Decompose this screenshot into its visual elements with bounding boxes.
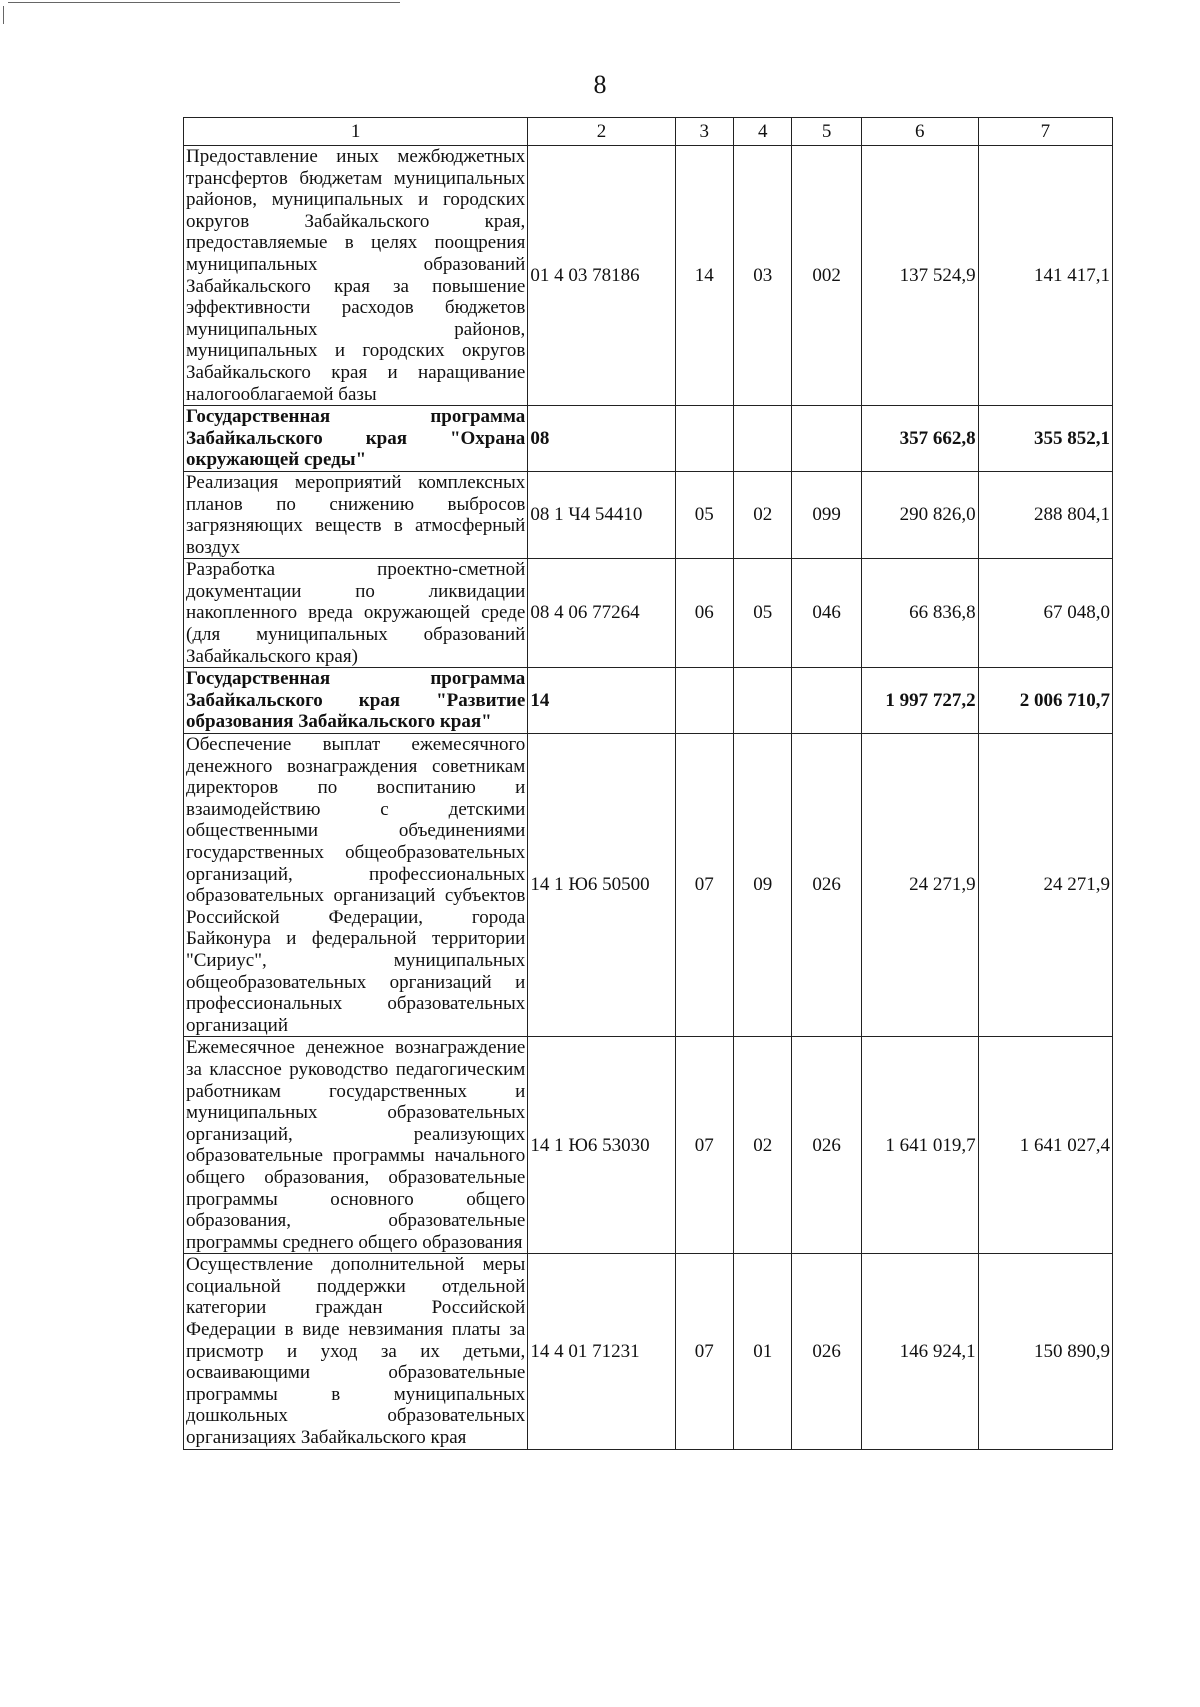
row-section: 06 (675, 559, 733, 668)
row-administrator: 026 (792, 1037, 861, 1254)
row-name: Осуществление дополнительной меры социальной поддержки отдельной категории граждан Российской Федерации в виде невзимания платы за присмотр и уход за их детьми, осваивающими образовательные программы в муниципальных дошкольных образовательных организациях Забайкальского края (184, 1254, 528, 1449)
row-amount-col7: 141 417,1 (978, 146, 1112, 406)
row-subsection: 02 (734, 1037, 792, 1254)
row-amount-col6: 137 524,9 (861, 146, 978, 406)
row-section: 14 (675, 146, 733, 406)
row-amount-col7: 355 852,1 (978, 406, 1112, 472)
row-name: Государственная программа Забайкальского края "Охрана окружающей среды" (184, 406, 528, 472)
row-administrator (792, 406, 861, 472)
table-row (184, 146, 1113, 406)
row-administrator: 046 (792, 559, 861, 668)
row-amount-col6: 66 836,8 (861, 559, 978, 668)
row-administrator (792, 668, 861, 734)
row-name: Государственная программа Забайкальского края "Развитие образования Забайкальского края" (184, 668, 528, 734)
row-administrator: 026 (792, 1254, 861, 1449)
header-col-7: 7 (978, 118, 1112, 146)
header-col-6: 6 (861, 118, 978, 146)
row-section: 07 (675, 734, 733, 1037)
row-amount-col6: 357 662,8 (861, 406, 978, 472)
row-subsection: 09 (734, 734, 792, 1037)
row-amount-col6: 1 997 727,2 (861, 668, 978, 734)
row-name: Обеспечение выплат ежемесячного денежного вознаграждения советникам директоров по воспитанию и взаимодействию с детскими общественными объединениями государственных общеобразовательных организаций, профессиональных образовательных организаций субъектов Российской Федерации, города Байконура и федеральной территории "Сириус", муниципальных общеобразовательных организаций и профессиональных образовательных организаций (184, 734, 528, 1037)
header-col-1: 1 (184, 118, 528, 146)
row-target-code: 14 1 Ю6 50500 (528, 734, 675, 1037)
row-amount-col7: 67 048,0 (978, 559, 1112, 668)
header-col-4: 4 (734, 118, 792, 146)
row-amount-col7: 288 804,1 (978, 471, 1112, 558)
table-row (184, 559, 1113, 668)
row-target-code: 08 (528, 406, 675, 472)
row-name: Предоставление иных межбюджетных трансфертов бюджетам муниципальных районов, муниципальных и городских округов Забайкальского края, предоставляемые в целях поощрения муниципальных образований Забайкальского края за повышение эффективности расходов бюджетов муниципальных районов, муниципальных и городских округов Забайкальского края и наращивание налогооблагаемой базы (184, 146, 528, 406)
header-col-3: 3 (675, 118, 733, 146)
row-section: 07 (675, 1254, 733, 1449)
table-row-program (184, 406, 1113, 472)
budget-table (183, 117, 1113, 1450)
row-section (675, 668, 733, 734)
row-amount-col6: 1 641 019,7 (861, 1037, 978, 1254)
table-row-program (184, 668, 1113, 734)
row-name: Ежемесячное денежное вознаграждение за классное руководство педагогическим работникам государственных и муниципальных образовательных организаций, реализующих образовательные программы начального общего образования, образовательные программы основного общего образования, образовательные программы среднего общего образования (184, 1037, 528, 1254)
row-amount-col7: 150 890,9 (978, 1254, 1112, 1449)
row-amount-col7: 1 641 027,4 (978, 1037, 1112, 1254)
row-name: Реализация мероприятий комплексных планов по снижению выбросов загрязняющих веществ в атмосферный воздух (184, 471, 528, 558)
table-row (184, 471, 1113, 558)
table-header-row (184, 118, 1113, 146)
row-target-code: 14 1 Ю6 53030 (528, 1037, 675, 1254)
row-administrator: 026 (792, 734, 861, 1037)
row-name: Разработка проектно-сметной документации по ликвидации накопленного вреда окружающей среде (для муниципальных образований Забайкальского края) (184, 559, 528, 668)
row-subsection: 01 (734, 1254, 792, 1449)
row-administrator: 002 (792, 146, 861, 406)
row-target-code: 01 4 03 78186 (528, 146, 675, 406)
row-section: 07 (675, 1037, 733, 1254)
row-target-code: 08 1 Ч4 54410 (528, 471, 675, 558)
page-number: 8 (593, 70, 607, 99)
row-amount-col6: 290 826,0 (861, 471, 978, 558)
row-target-code: 14 (528, 668, 675, 734)
header-col-5: 5 (792, 118, 861, 146)
table-row (184, 1037, 1113, 1254)
row-subsection: 03 (734, 146, 792, 406)
row-section (675, 406, 733, 472)
scan-edge-line (8, 2, 400, 3)
scan-edge-mark (3, 6, 4, 24)
table-row (184, 734, 1113, 1037)
row-subsection: 05 (734, 559, 792, 668)
row-amount-col7: 2 006 710,7 (978, 668, 1112, 734)
row-subsection (734, 406, 792, 472)
row-target-code: 14 4 01 71231 (528, 1254, 675, 1449)
header-col-2: 2 (528, 118, 675, 146)
row-target-code: 08 4 06 77264 (528, 559, 675, 668)
row-amount-col6: 24 271,9 (861, 734, 978, 1037)
row-administrator: 099 (792, 471, 861, 558)
row-amount-col7: 24 271,9 (978, 734, 1112, 1037)
row-section: 05 (675, 471, 733, 558)
row-amount-col6: 146 924,1 (861, 1254, 978, 1449)
row-subsection: 02 (734, 471, 792, 558)
table-row (184, 1254, 1113, 1449)
row-subsection (734, 668, 792, 734)
